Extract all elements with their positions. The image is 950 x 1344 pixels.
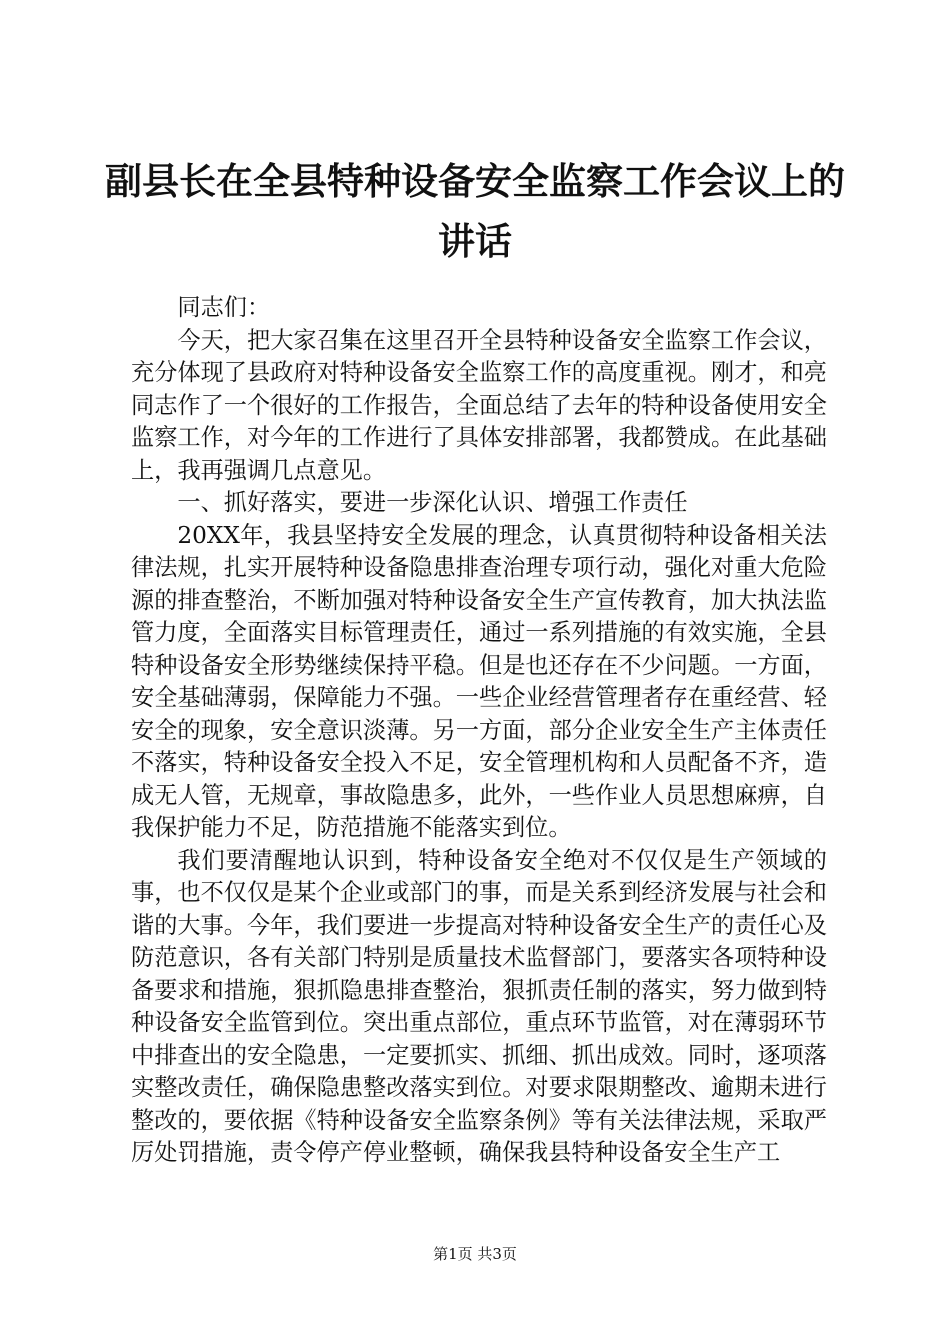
page-title-line-1: 副县长在全县特种设备安全监察工作会议上的	[105, 160, 845, 203]
paragraph-intro: 今天，把大家召集在这里召开全县特种设备安全监察工作会议，充分体现了县政府对特种设备安全监察工作的高度重视。刚才，和亮同志作了一个很好的工作报告，全面总结了去年的特种设备使用安全监察工作，对今年的工作进行了具体安排部署，我都赞成。在此基础上，我再强调几点意见。	[131, 326, 827, 484]
paragraph-requirements: 我们要清醒地认识到，特种设备安全绝对不仅仅是生产领域的事，也不仅仅是某个企业或部门的事，而是关系到经济发展与社会和谐的大事。今年，我们要进一步提高对特种设备安全生产的责任心及防范意识，各有关部门特别是质量技术监督部门，要落实各项特种设备要求和措施，狠抓隐患排查整治，狠抓责任制的落实，努力做到特种设备安全监管到位。突出重点部位，重点环节监管，对在薄弱环节中排查出的安全隐患，一定要抓实、抓细、抓出成效。同时，逐项落实整改责任，确保隐患整改落实到位。对要求限期整改、逾期未进行整改的，要依据《特种设备安全监察条例》等有关法律法规，采取严厉处罚措施，责令停产停业整顿，确保我县特种设备安全生产工	[131, 846, 827, 1166]
document-body	[131, 292, 827, 1170]
page-title-line-2: 讲话	[438, 220, 512, 263]
section-heading-1: 一、抓好落实，要进一步深化认识、增强工作责任	[177, 489, 688, 516]
page-footer: 第1页 共3页	[433, 1245, 517, 1263]
paragraph-review: 20XX年，我县坚持安全发展的理念，认真贯彻特种设备相关法律法规，扎实开展特种设备隐患排查治理专项行动，强化对重大危险源的排查整治，不断加强对特种设备安全生产宣传教育，加大执法监管力度，全面落实目标管理责任，通过一系列措施的有效实施，全县特种设备安全形势继续保持平稳。但是也还存在不少问题。一方面，安全基础薄弱，保障能力不强。一些企业经营管理者存在重经营、轻安全的现象，安全意识淡薄。另一方面，部分企业安全生产主体责任不落实，特种设备安全投入不足，安全管理机构和人员配备不齐，造成无人管，无规章，事故隐患多，此外，一些作业人员思想麻痹，自我保护能力不足，防范措施不能落实到位。	[131, 521, 827, 841]
salutation: 同志们：	[177, 294, 271, 321]
